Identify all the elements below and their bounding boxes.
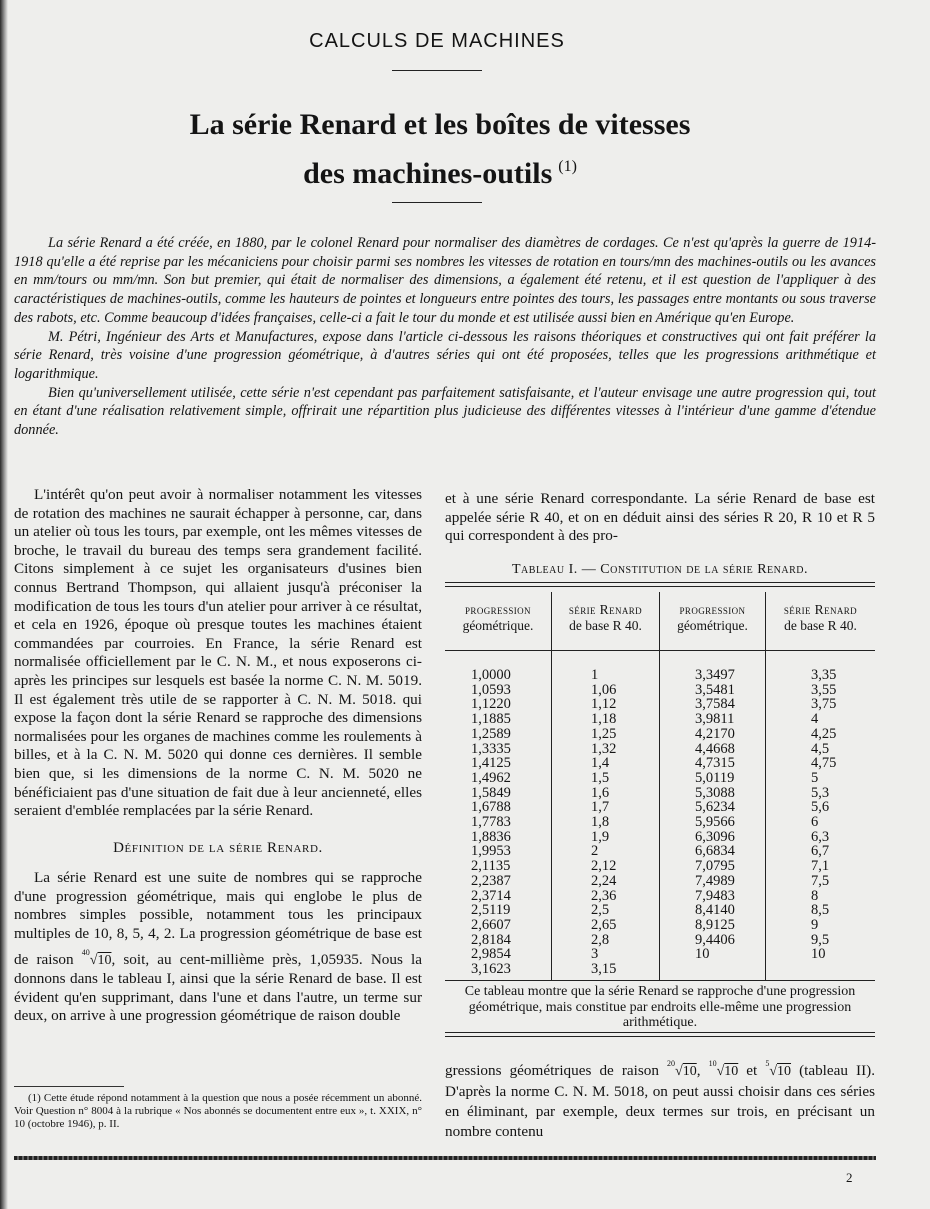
footnote: (1) Cette étude répond notamment à la question que nous a posée récemment un abonné. Voir Question n° 8004 à la rubrique « Nos abonnés se documentent entre eux », t. XXIX, n° 10 (octobre 1946), p. II. (14, 1092, 422, 1131)
table-caption: Tableau I. — Constitution de la série Renard. (512, 562, 808, 577)
table-cell: 1,5 (591, 769, 610, 786)
table-cell: 2,5119 (471, 902, 511, 919)
table-cell: 1,1885 (471, 711, 511, 728)
table-cell: 10 (811, 946, 826, 963)
table-cell: 1,4 (591, 755, 610, 772)
table-cell: 4,7315 (695, 755, 735, 772)
table-cell: 1,9 (591, 828, 610, 845)
table-cell: 3,1623 (471, 961, 511, 978)
table-cell: 9,5 (811, 931, 830, 948)
table-cell: 6,3 (811, 828, 830, 845)
table-cell: 5,6234 (695, 799, 735, 816)
table-cell: 3,5481 (695, 681, 735, 698)
header-rule (392, 70, 482, 71)
table-cell: 5,3 (811, 784, 830, 801)
table-cell: 8,4140 (695, 902, 735, 919)
table-cell: 4,25 (811, 725, 837, 742)
table-cell: 7,4989 (695, 872, 735, 889)
table-cell: 1,7 (591, 799, 610, 816)
table-cell: 3,75 (811, 696, 837, 713)
table-cell: 1,2589 (471, 725, 511, 742)
section-heading: Définition de la série Renard. (113, 839, 323, 856)
table-cell: 5,0119 (695, 769, 735, 786)
binding-shadow (0, 0, 8, 1209)
table-cell: 1,8 (591, 814, 610, 831)
table-column-geometric-2 (695, 668, 735, 962)
table-cell: 1,25 (591, 725, 617, 742)
table-cell: 7,1 (811, 858, 830, 875)
intro-paragraph: Bien qu'universellement utilisée, cette série n'est cependant pas parfaitement satisfaisante, et l'auteur envisage une autre progression qui, tout en étant d'une réalisation relativement simple, offrirait une répartition plus judicieuse des différentes vitesses à l'intérieur d'une gamme d'étendue donnée. (14, 384, 876, 439)
table-cell: 1 (591, 667, 599, 683)
table-cell: 3 (591, 946, 599, 963)
table-cell: 1,7783 (471, 814, 511, 831)
table-cell: 2 (591, 843, 599, 860)
table-cell: 2,36 (591, 887, 617, 904)
table-cell: 2,1135 (471, 858, 511, 875)
table-cell: 6 (811, 814, 819, 831)
table-cell: 9,4406 (695, 931, 735, 948)
table-cell: 2,65 (591, 916, 617, 933)
left-column (14, 486, 422, 1026)
table-note: Ce tableau montre que la série Renard se rapproche d'une progression géométrique, mais constitue par endroits elle-même une progression arithmétique. (464, 984, 856, 1030)
table-cell: 2,8 (591, 931, 610, 948)
table-cell: 7,0795 (695, 858, 735, 875)
title-line-1: La série Renard et les boîtes de vitesses (189, 108, 691, 141)
table-cell: 7,9483 (695, 887, 735, 904)
table-cell: 1,5849 (471, 784, 511, 801)
table-cell: 8,5 (811, 902, 830, 919)
root-expression: $^{40}$√10 (81, 947, 112, 968)
table-cell: 1,6 (591, 784, 610, 801)
table-cell: 2,3714 (471, 887, 511, 904)
section-header: CALCULS DE MACHINES (309, 30, 565, 52)
table-cell: 2,5 (591, 902, 610, 919)
table-cell: 4,75 (811, 755, 837, 772)
table-top-rule (445, 582, 875, 587)
table-cell: 8 (811, 887, 819, 904)
table-cell: 1,12 (591, 696, 617, 713)
intro-paragraph: M. Pétri, Ingénieur des Arts et Manufactures, expose dans l'article ci-dessous les raisons théoriques et constructives qui ont fait préférer la série Renard, très voisine d'une progression géométrique, à d'autres séries qui ont été proposées, telles que les progressions arithmétique et logarithmique. (14, 328, 876, 382)
table-cell: 1,32 (591, 740, 617, 757)
table-cell: 4,4668 (695, 740, 735, 757)
column-header: progression géométrique. (462, 602, 534, 633)
table-cell: 3,9811 (695, 711, 735, 728)
table-cell: 5,3088 (695, 784, 735, 801)
table-cell: 2,6607 (471, 916, 511, 933)
root-expression: $^{10}$√10 (708, 1059, 739, 1079)
table-cell: 1,3335 (471, 740, 511, 757)
table-cell: 4,5 (811, 740, 830, 757)
root-expression: $^{20}$√10 (667, 1059, 697, 1079)
table-cell: 8,9125 (695, 916, 735, 933)
right-column-bottom (445, 1054, 875, 1142)
title-footnote-mark: (1) (558, 158, 577, 175)
article-title (40, 104, 840, 195)
table-column-renard-2 (811, 668, 836, 962)
table-cell: 2,9854 (471, 946, 511, 963)
table-cell: 7,5 (811, 872, 830, 889)
table-cell: 1,18 (591, 711, 617, 728)
table-cell: 1,9953 (471, 843, 511, 860)
table-cell: 5,6 (811, 799, 830, 816)
table-column-geometric-1 (471, 668, 511, 977)
column-header: série Renard de base R 40. (568, 602, 643, 633)
table-cell: 1,6788 (471, 799, 511, 816)
title-line-2: des machines-outils $^{(1)}$ (303, 157, 577, 190)
footnote-rule (14, 1086, 124, 1087)
table-cell: 1,0593 (471, 681, 511, 698)
table-cell: 6,7 (811, 843, 830, 860)
table-cell: 5,9566 (695, 814, 735, 831)
renard-table (445, 582, 875, 1044)
table-cell: 1,4962 (471, 769, 511, 786)
table-cell: 5 (811, 769, 819, 786)
table-cell: 3,35 (811, 667, 837, 683)
table-cell: 2,8184 (471, 931, 511, 948)
table-cell: 6,3096 (695, 828, 735, 845)
table-cell: 3,7584 (695, 696, 735, 713)
body-paragraph: et à une série Renard correspondante. La série Renard de base est appelée série R 40, et on en déduit ainsi des séries R 20, R 10 et R 5 qui correspondent à des pro- (445, 490, 875, 544)
table-cell: 6,6834 (695, 843, 735, 860)
table-cell: 2,12 (591, 858, 617, 875)
table-cell: 4 (811, 711, 819, 728)
body-paragraph: gressions géométriques de raison $^{20}$√10, $^{10}$√10 et $^5$√10 (tableau II). D'après la norme C. N. M. 5018, on peut aussi choisir dans ces séries en éliminant, par exemple, deux termes sur trois, en précisant un nombre contenu (445, 1059, 875, 1140)
table-cell: 4,2170 (695, 725, 735, 742)
table-column-renard-1 (591, 668, 616, 977)
intro-paragraph: La série Renard a été créée, en 1880, par le colonel Renard pour normaliser des diamètres de cordages. Ce n'est qu'après la guerre de 1914-1918 qu'elle a été reprise par les mécaniciens pour choisir parmi ses nombres les vitesses de rotation en tours/mn des machines-outils ou les avances en mm/tours ou mm/mn. Son but premier, qui était de normaliser des dimensions, a également été retenu, et il est question de l'appliquer à des caractéristiques de machines-outils, comme les hauteurs de pointes et longueurs entre pointes des tours, les passages entre montants ou sous traverse des rabots, etc. Comme beaucoup d'idées françaises, celle-ci a fait le tour du monde et est utilisée aussi bien en Amérique qu'en Europe. (14, 235, 876, 326)
column-header: progression géométrique. (677, 602, 748, 633)
table-cell: 3,15 (591, 961, 617, 978)
column-header: série Renard de base R 40. (783, 602, 858, 633)
table-cell: 2,2387 (471, 872, 511, 889)
table-cell: 1,06 (591, 681, 617, 698)
body-paragraph: L'intérêt qu'on peut avoir à normaliser notamment les vitesses de rotation des machines ne saurait échapper à personne, car, dans un atelier où tous les tours, par exemple, ont les mêmes vitesses de broche, le travail du bureau des temps sera grandement facilité. Citons simplement à ce sujet les organisateurs d'usines bien connus Bertrand Thompson, qui allaient jusqu'à préconiser la modification de tous les tours d'un atelier pour arriver à ce résultat, et cela en 1926, époque où presque toutes les machines étaient commandées par courroies. En France, la série Renard est normalisée officiellement par le C. N. M., et nous exposerons ci-après les principes sur lesquels est basée la norme C. N. M. 5019. Il est également très utile de se rapporter à C. N. M. 5018. qui expose la façon dont la série Renard se rapproche des dimensions normalisées pour les organes de machines comme les roulements à billes, et à la C. N. M. 5020 qui donne ces dernières. Il semble bien que, si les dimensions de la norme C. N. M. 5020 ne bénéficiaient pas d'une situation de fait due à leur ancienneté, elles seraient d'emblée remplacées par la série Renard. (14, 486, 422, 820)
header-rule (445, 650, 875, 651)
right-column-top (445, 490, 875, 546)
table-cell: 3,3497 (695, 667, 735, 683)
root-expression: $^5$√10 (765, 1059, 792, 1079)
body-paragraph: La série Renard est une suite de nombres qui se rapproche d'une progression géométrique, mais qui englobe le plus de nombres simples possible, notamment tous les principaux multiples de 10, 8, 5, 4, 2. La progression géométrique de base est de raison $^{40}$√10, soit, au cent-millième près, 1,05935. Nous la donnons dans le tableau I, ainsi que la série Renard de base. Il est évident qu'en supprimant, dans l'une et dans l'autre, un terme sur deux, on arrive à une progression géométrique de raison double (14, 869, 423, 1025)
table-cell: 3,55 (811, 681, 837, 698)
page-number: 2 (846, 1170, 853, 1185)
table-cell: 1,4125 (471, 755, 511, 772)
table-cell: 9 (811, 916, 819, 933)
article-intro (14, 234, 876, 440)
table-cell: 2,24 (591, 872, 617, 889)
table-cell: 1,0000 (471, 667, 511, 683)
table-bottom-rule (445, 1032, 875, 1037)
title-rule (392, 202, 482, 203)
table-cell: 1,1220 (471, 696, 511, 713)
table-cell: 1,8836 (471, 828, 511, 845)
page-bottom-rule (14, 1156, 876, 1160)
table-cell: 10 (695, 946, 710, 963)
table-body-rule (445, 980, 875, 981)
